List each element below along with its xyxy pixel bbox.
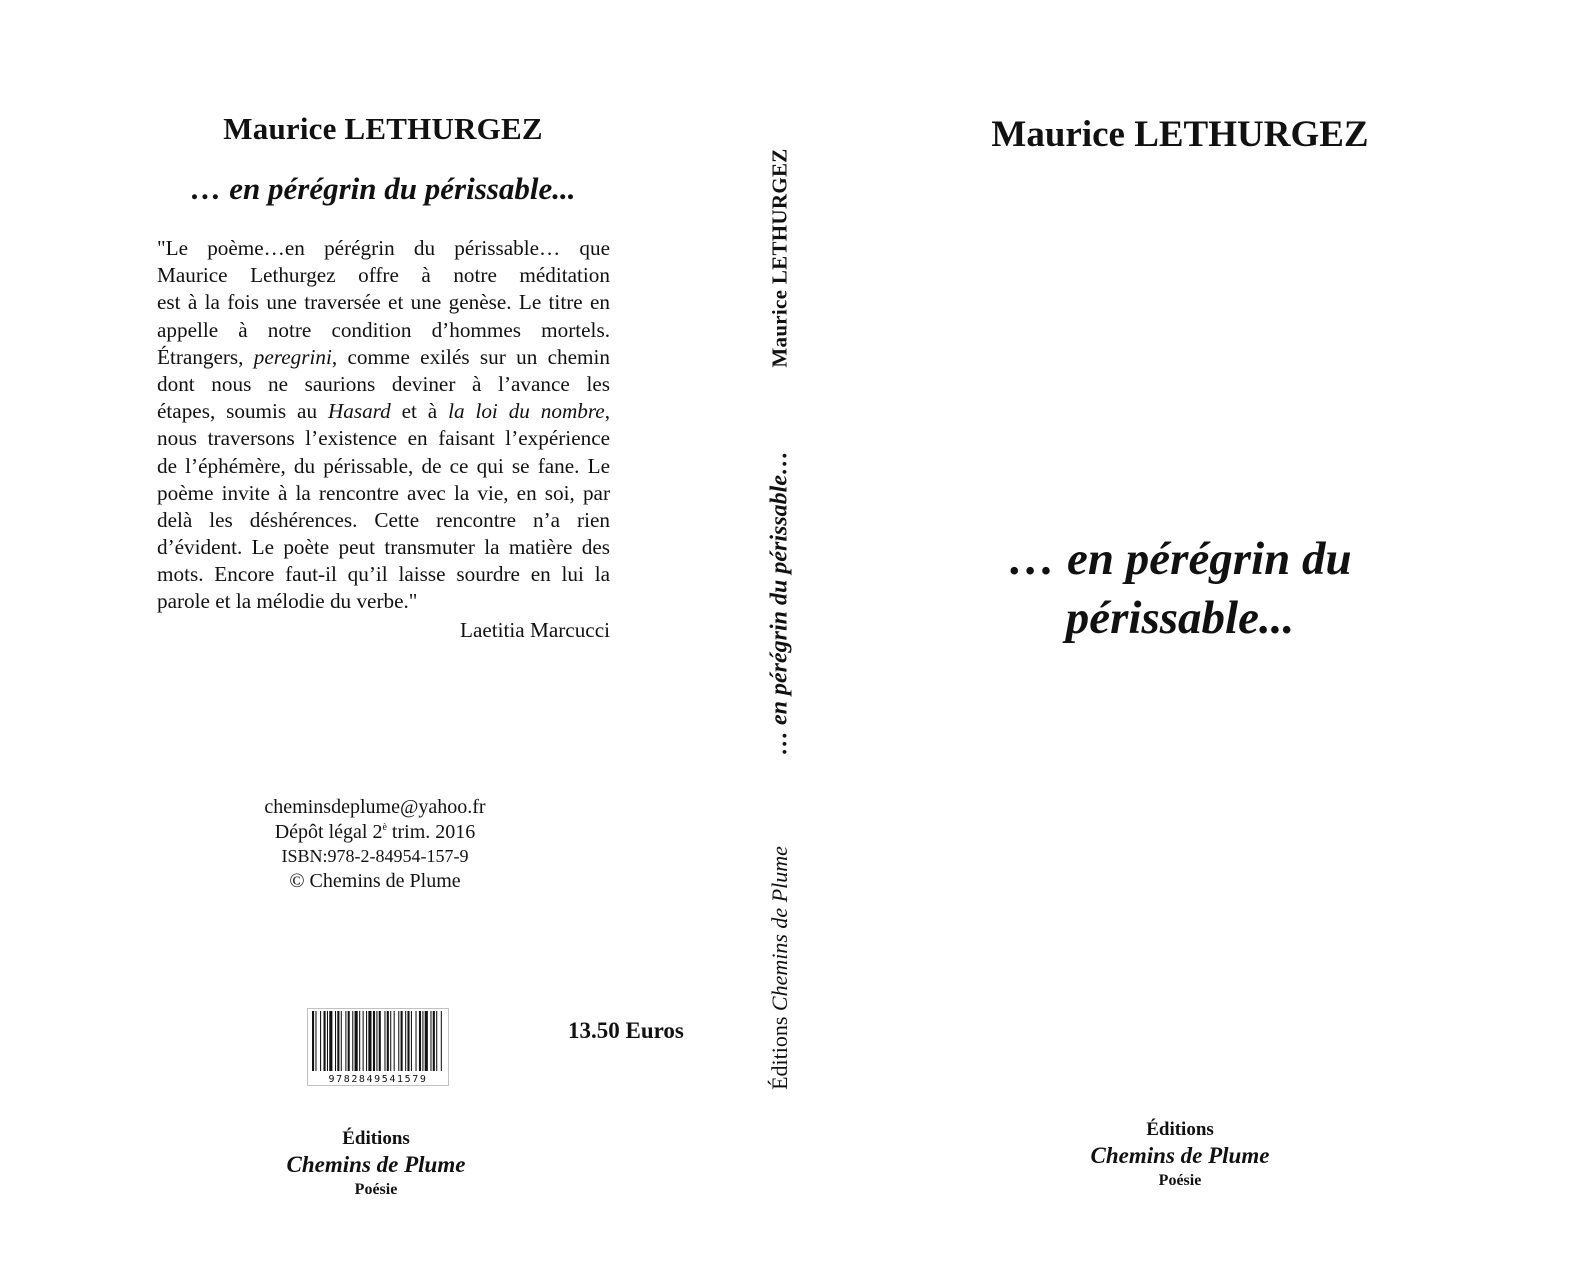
blurb-line bbox=[157, 289, 610, 316]
barcode-bar bbox=[345, 1011, 346, 1071]
imprint-depot-legal bbox=[230, 820, 520, 845]
barcode-bar bbox=[368, 1011, 371, 1071]
barcode-bar bbox=[324, 1011, 326, 1071]
depot-prefix: Dépôt légal 2 bbox=[274, 820, 383, 843]
blurb-line bbox=[157, 534, 610, 561]
blurb-text: est à la fois une traversée et une genèse. Le titre en bbox=[157, 290, 610, 315]
blurb-line bbox=[157, 453, 610, 480]
barcode bbox=[307, 1008, 449, 1086]
blurb-line bbox=[157, 235, 610, 262]
barcode-bar bbox=[379, 1011, 381, 1071]
imprint-copyright: © Chemins de Plume bbox=[289, 869, 461, 892]
blurb-text: parole et la mélodie du verbe." bbox=[157, 589, 418, 614]
blurb-text: delà les déshérences. Cette rencontre n’a rien bbox=[157, 507, 610, 532]
back-cover-title: … en pérégrin du périssable... bbox=[190, 171, 576, 206]
blurb-author: Laetitia Marcucci bbox=[460, 618, 610, 642]
barcode-bar bbox=[405, 1011, 406, 1071]
blurb-text: Étrangers, bbox=[157, 344, 254, 369]
depot-suffix: trim. 2016 bbox=[386, 820, 476, 843]
blurb-line bbox=[157, 398, 610, 425]
barcode-bar bbox=[337, 1011, 339, 1071]
blurb-line bbox=[157, 317, 610, 344]
barcode-bar bbox=[441, 1011, 442, 1071]
blurb-italic-text: peregrini bbox=[253, 344, 332, 369]
front-publisher-name: Chemins de Plume bbox=[1090, 1143, 1270, 1168]
blurb-line bbox=[157, 507, 610, 534]
barcode-bar bbox=[341, 1011, 342, 1071]
back-publisher-editions: Éditions bbox=[342, 1128, 410, 1149]
blurb-line bbox=[157, 262, 610, 289]
barcode-bar bbox=[376, 1011, 377, 1071]
blurb-text: appelle à notre condition d’hommes mortels. bbox=[157, 317, 610, 342]
barcode-bar bbox=[401, 1011, 403, 1071]
blurb-text: de l’éphémère, du périssable, de ce qui se fane. Le bbox=[157, 453, 610, 478]
barcode-bar bbox=[390, 1011, 391, 1071]
blurb-text: étapes, soumis au bbox=[157, 399, 328, 424]
barcode-bar bbox=[373, 1011, 375, 1071]
barcode-bar bbox=[355, 1011, 358, 1071]
back-publisher bbox=[246, 1127, 506, 1202]
imprint bbox=[230, 795, 520, 893]
blurb-line bbox=[157, 588, 610, 615]
imprint-email: cheminsdeplume@yahoo.fr bbox=[264, 796, 486, 818]
blurb-line bbox=[157, 425, 610, 452]
barcode-bar bbox=[312, 1011, 314, 1071]
blurb-line bbox=[157, 561, 610, 588]
blurb-text: "Le poème…en pérégrin du périssable… que bbox=[157, 236, 610, 260]
barcode-bar bbox=[327, 1011, 328, 1071]
barcode-bar bbox=[329, 1011, 332, 1071]
front-cover-title bbox=[930, 530, 1430, 648]
imprint-isbn: ISBN:978-2-84954-157-9 bbox=[281, 846, 469, 866]
barcode-bar bbox=[407, 1011, 409, 1071]
spine-author: Maurice LETHURGEZ bbox=[767, 148, 792, 368]
barcode-bar bbox=[387, 1011, 389, 1071]
barcode-bar bbox=[352, 1011, 353, 1071]
barcode-bar bbox=[425, 1011, 428, 1071]
front-publisher bbox=[1050, 1118, 1310, 1193]
blurb-text: Maurice Lethurgez offre à notre méditation bbox=[157, 263, 610, 288]
front-cover-author: Maurice LETHURGEZ bbox=[991, 114, 1369, 155]
barcode-bar bbox=[366, 1011, 367, 1071]
barcode-bar bbox=[411, 1011, 412, 1071]
back-cover-author: Maurice LETHURGEZ bbox=[223, 111, 543, 146]
front-publisher-collection: Poésie bbox=[1158, 1172, 1202, 1189]
back-publisher-name: Chemins de Plume bbox=[286, 1152, 466, 1177]
price: 13.50 Euros bbox=[568, 1018, 684, 1043]
blurb-line bbox=[157, 371, 610, 398]
spine-publisher-name: Chemins de Plume bbox=[767, 846, 792, 1012]
blurb-italic-text: Hasard bbox=[327, 399, 391, 424]
blurb-line bbox=[157, 480, 610, 507]
barcode-bar bbox=[315, 1011, 316, 1071]
blurb-text: d’évident. Le poète peut transmuter la matière des bbox=[157, 535, 610, 560]
blurb-text: et à bbox=[390, 399, 449, 424]
barcode-bar bbox=[359, 1011, 360, 1071]
spine-publisher bbox=[767, 846, 793, 1090]
barcode-bar bbox=[422, 1011, 423, 1071]
front-title-line-1: … en pérégrin du bbox=[1008, 533, 1352, 585]
front-publisher-editions: Éditions bbox=[1146, 1119, 1214, 1140]
blurb bbox=[157, 235, 610, 616]
blurb-text: nous traversons l’existence en faisant l’expérience bbox=[157, 426, 610, 451]
blurb-text: , bbox=[604, 399, 611, 424]
spine-title: … en pérégrin du périssable… bbox=[766, 450, 793, 756]
barcode-digits: 9782849541579 bbox=[328, 1074, 428, 1085]
barcode-bar bbox=[335, 1011, 336, 1071]
blurb-line bbox=[157, 344, 610, 371]
barcode-bar bbox=[433, 1011, 435, 1071]
barcode-bar bbox=[348, 1011, 350, 1071]
blurb-text: mots. Encore faut-il qu’il laisse sourdre en lui la bbox=[157, 562, 610, 587]
blurb-text: , comme exilés sur un chemin bbox=[331, 344, 610, 369]
blurb-text: poème invite à la rencontre avec la vie, en soi, par bbox=[157, 480, 610, 505]
barcode-bar bbox=[398, 1011, 399, 1071]
barcode-bar bbox=[419, 1011, 421, 1071]
front-title-line-2: périssable... bbox=[1065, 592, 1295, 644]
back-publisher-collection: Poésie bbox=[354, 1181, 398, 1198]
spine-publisher-prefix: Éditions bbox=[767, 1011, 792, 1090]
barcode-bar bbox=[394, 1011, 395, 1071]
barcode-bar bbox=[363, 1011, 364, 1071]
barcode-bar bbox=[416, 1011, 417, 1071]
barcode-bar bbox=[384, 1011, 385, 1071]
barcode-bar bbox=[320, 1011, 321, 1071]
depot-sup: è bbox=[382, 821, 387, 833]
blurb-text: dont nous ne saurions deviner à l’avance les bbox=[157, 371, 610, 396]
barcode-bar bbox=[436, 1011, 437, 1071]
barcode-bar bbox=[430, 1011, 431, 1071]
blurb-italic-text: la loi du nombre bbox=[448, 399, 605, 424]
